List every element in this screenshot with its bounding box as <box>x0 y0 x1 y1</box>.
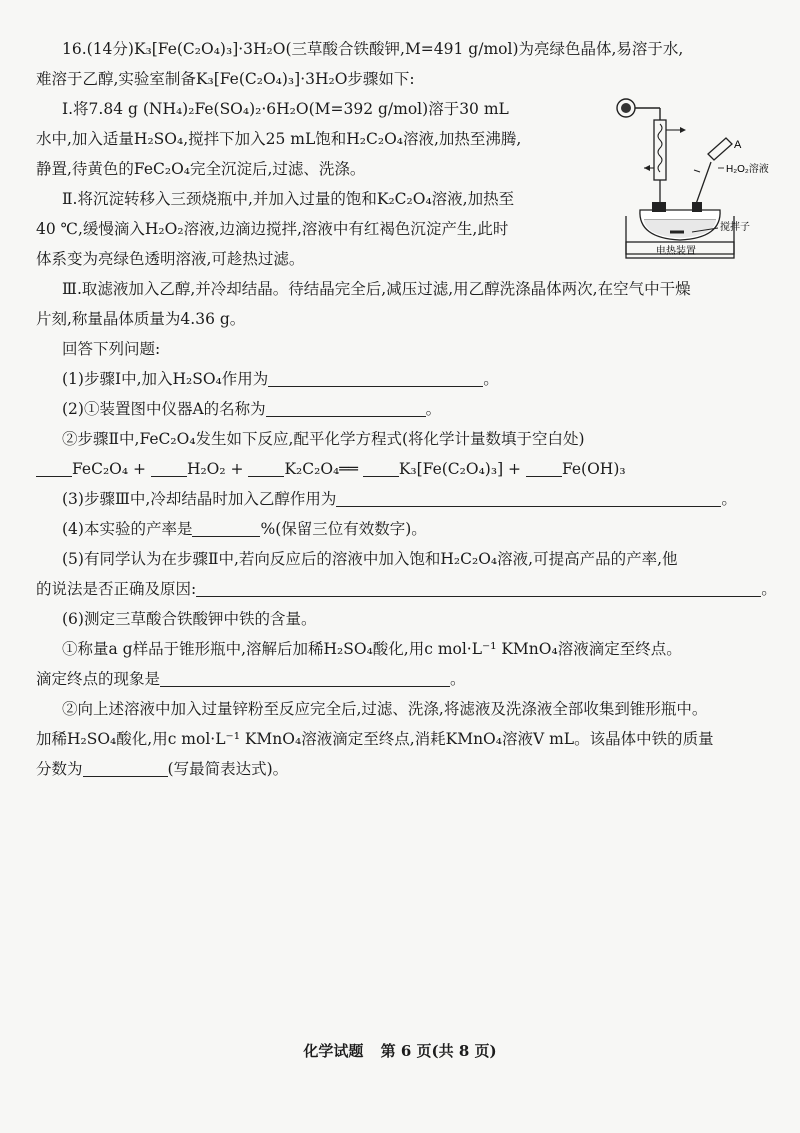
step-1-line-1: Ⅰ.将7.84 g (NH₄)₂Fe(SO₄)₂·6H₂O(M=392 g/mol)溶于30 mL <box>62 100 509 118</box>
question-6-1-line-1: ①称量a g样品于锥形瓶中,溶解后加稀H₂SO₄酸化,用c mol·L⁻¹ KMnO₄溶液滴定至终点。 <box>62 640 682 658</box>
question-1-text: (1)步骤Ⅰ中,加入H₂SO₄作用为 <box>62 370 269 388</box>
question-2-1-text: (2)①装置图中仪器A的名称为 <box>62 400 266 418</box>
answer-blank-1[interactable] <box>268 370 483 387</box>
period: 。 <box>721 490 737 508</box>
answer-blank-2-1[interactable] <box>266 400 426 417</box>
label-a: A <box>734 139 742 151</box>
answer-blank-3[interactable] <box>336 490 721 507</box>
step-3-line-1: Ⅲ.取滤液加入乙醇,并冷却结晶。待结晶完全后,减压过滤,用乙醇洗涤晶体两次,在空气中干燥 <box>62 280 691 298</box>
condenser-icon <box>644 120 686 204</box>
period: 。 <box>450 670 466 688</box>
question-header-cont: 难溶于乙醇,实验室制备K₃[Fe(C₂O₄)₃]·3H₂O步骤如下: <box>36 70 415 88</box>
eq-term-2: H₂O₂ + <box>186 460 244 478</box>
question-6-2-line-1: ②向上述溶液中加入过量锌粉至反应完全后,过滤、洗涤,将滤液及洗涤液全部收集到锥形瓶中。 <box>62 700 708 718</box>
step-3-line-2: 片刻,称量晶体质量为4.36 g。 <box>36 310 246 328</box>
coef-blank-2[interactable] <box>151 460 187 477</box>
coef-blank-4[interactable] <box>363 460 399 477</box>
step-1-line-2: 水中,加入适量H₂SO₄,搅拌下加入25 mL饱和H₂C₂O₄溶液,加热至沸腾, <box>36 130 522 148</box>
label-stirrer: 搅拌子 <box>720 222 750 233</box>
question-6-2-line-3 <box>36 758 288 780</box>
eq-term-3: K₂C₂O₄══ <box>284 460 358 478</box>
coef-blank-5[interactable] <box>526 460 562 477</box>
three-neck-flask-icon <box>640 202 720 240</box>
question-3-text: (3)步骤Ⅲ中,冷却结晶时加入乙醇作用为 <box>62 490 337 508</box>
gas-bulb-icon <box>617 99 660 120</box>
question-4-suffix: %(保留三位有效数字)。 <box>260 520 427 538</box>
question-5-line-1: (5)有同学认为在步骤Ⅱ中,若向反应后的溶液中加入饱和H₂C₂O₄溶液,可提高产品的产率,他 <box>62 550 678 568</box>
question-6-1-text: 滴定终点的现象是 <box>36 670 161 688</box>
question-6-2-suffix: (写最简表达式)。 <box>167 760 289 778</box>
footer-subject: 化学试题 <box>303 1042 364 1060</box>
question-2-2: ②步骤Ⅱ中,FeC₂O₄发生如下反应,配平化学方程式(将化学计量数填于空白处) <box>62 430 585 448</box>
period: 。 <box>425 400 442 418</box>
step-2-line-3: 体系变为亮绿色透明溶液,可趁热过滤。 <box>36 250 305 268</box>
question-4-text: (4)本实验的产率是 <box>62 520 193 538</box>
period: 。 <box>483 370 499 388</box>
question-2-1 <box>62 398 441 420</box>
answer-blank-4[interactable] <box>192 520 260 537</box>
step-2-line-1: Ⅱ.将沉淀转移入三颈烧瓶中,并加入过量的饱和K₂C₂O₄溶液,加热至 <box>62 190 515 208</box>
eq-term-1: FeC₂O₄ + <box>72 460 146 478</box>
step-2-line-2: 40 ℃,缓慢滴入H₂O₂溶液,边滴边搅拌,溶液中有红褐色沉淀产生,此时 <box>36 220 509 238</box>
question-1 <box>62 368 499 390</box>
eq-term-5: Fe(OH)₃ <box>561 460 626 478</box>
coef-blank-3[interactable] <box>248 460 284 477</box>
footer-page-number: 第 6 页(共 8 页) <box>380 1042 497 1060</box>
question-header: 16.(14分)K₃[Fe(C₂O₄)₃]·3H₂O(三草酸合铁酸钾,M=491 g/mol)为亮绿色晶体,易溶于水, <box>62 40 684 58</box>
equation-line <box>36 458 626 480</box>
apparatus-diagram <box>600 92 790 262</box>
question-6-2-text: 分数为 <box>36 760 83 778</box>
question-6: (6)测定三草酸合铁酸钾中铁的含量。 <box>62 610 317 628</box>
page-footer <box>0 1040 800 1061</box>
question-6-2-line-2: 加稀H₂SO₄酸化,用c mol·L⁻¹ KMnO₄溶液滴定至终点,消耗KMnO₄溶液V mL。该晶体中铁的质量 <box>36 730 714 748</box>
coef-blank-1[interactable] <box>36 460 72 477</box>
question-4 <box>62 518 427 540</box>
label-heater: 电热装置 <box>656 246 696 257</box>
step-1-line-3: 静置,待黄色的FeC₂O₄完全沉淀后,过滤、洗涤。 <box>36 160 366 178</box>
answer-blank-6-2[interactable] <box>83 760 168 777</box>
question-5-line-2 <box>36 578 777 600</box>
question-6-1-line-2 <box>36 668 466 690</box>
answer-prompt: 回答下列问题: <box>62 340 161 358</box>
label-h2o2: H₂O₂溶液 <box>726 164 769 175</box>
eq-term-4: K₃[Fe(C₂O₄)₃] + <box>398 460 522 478</box>
period: 。 <box>761 580 777 598</box>
question-3 <box>62 488 737 510</box>
answer-blank-6-1[interactable] <box>160 670 450 687</box>
answer-blank-5[interactable] <box>196 580 761 597</box>
question-5-text: 的说法是否正确及原因: <box>36 580 197 598</box>
